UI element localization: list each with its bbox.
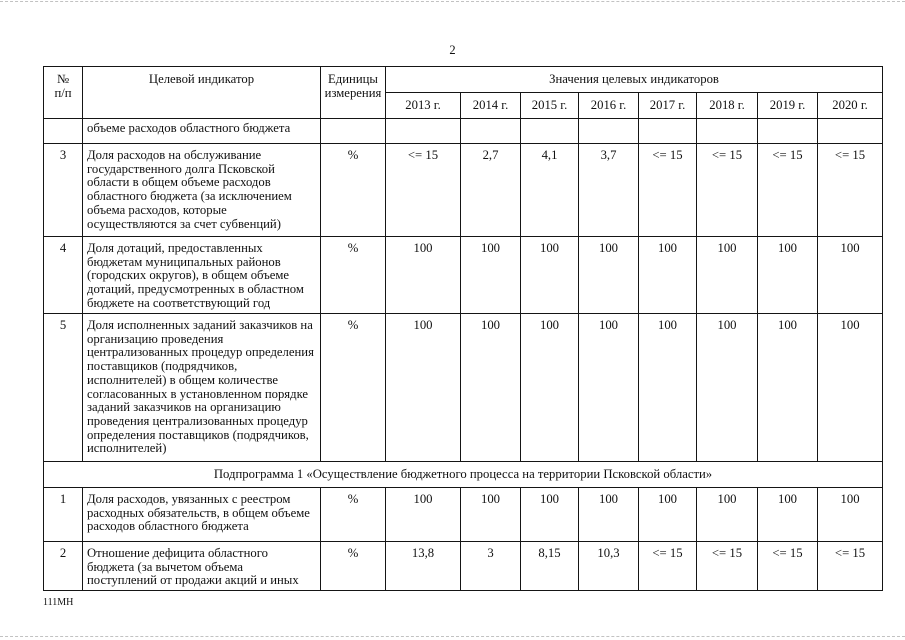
value-2018 — [697, 119, 758, 144]
document-code: 111МН — [43, 597, 74, 608]
year-header-2013: 2013 г. — [386, 93, 461, 119]
values-group-header: Значения целевых индикаторов — [386, 67, 883, 93]
unit-cell: % — [321, 144, 386, 237]
value-2020: <= 15 — [818, 542, 883, 591]
unit-header — [321, 67, 386, 119]
year-header-2014: 2014 г. — [461, 93, 521, 119]
value-2020 — [818, 119, 883, 144]
value-2019: <= 15 — [758, 542, 818, 591]
value-2016 — [579, 119, 639, 144]
value-2014 — [461, 119, 521, 144]
value-2017 — [639, 119, 697, 144]
value-2015 — [521, 119, 579, 144]
year-header-2015: 2015 г. — [521, 93, 579, 119]
number-header — [44, 67, 83, 119]
table-row — [44, 488, 883, 542]
header-row — [44, 67, 883, 93]
value-2015: 4,1 — [521, 144, 579, 237]
value-2019 — [758, 119, 818, 144]
value-2017: 100 — [639, 488, 697, 542]
value-2020: 100 — [818, 488, 883, 542]
value-2014: 2,7 — [461, 144, 521, 237]
value-2014: 100 — [461, 314, 521, 462]
unit-header-line1: Единицы — [328, 72, 378, 86]
value-2014: 100 — [461, 237, 521, 314]
scan-edge-top — [0, 1, 905, 2]
value-2016: 10,3 — [579, 542, 639, 591]
value-2015: 100 — [521, 314, 579, 462]
table-row — [44, 144, 883, 237]
unit-cell: % — [321, 314, 386, 462]
number-sign: № — [56, 72, 70, 86]
value-2018: 100 — [697, 314, 758, 462]
value-2020: <= 15 — [818, 144, 883, 237]
number-abbrev: п/п — [54, 85, 72, 100]
value-2013: 100 — [386, 488, 461, 542]
year-header-2016: 2016 г. — [579, 93, 639, 119]
value-2019: 100 — [758, 237, 818, 314]
subprogram-title: Подпрограмма 1 «Осуществление бюджетного процесса на территории Псковской области» — [44, 462, 883, 488]
year-header-2020: 2020 г. — [818, 93, 883, 119]
unit-cell: % — [321, 542, 386, 591]
year-header-2017: 2017 г. — [639, 93, 697, 119]
value-2016: 100 — [579, 314, 639, 462]
value-2019: 100 — [758, 314, 818, 462]
scan-edge-bottom — [0, 636, 905, 637]
indicator-header: Целевой индикатор — [83, 67, 321, 119]
value-2013: <= 15 — [386, 144, 461, 237]
value-2016: 100 — [579, 488, 639, 542]
target-indicators-table — [43, 66, 883, 591]
unit-cell: % — [321, 488, 386, 542]
row-number: 3 — [44, 144, 83, 237]
table-row — [44, 314, 883, 462]
value-2015: 8,15 — [521, 542, 579, 591]
value-2018: 100 — [697, 488, 758, 542]
year-header-2019: 2019 г. — [758, 93, 818, 119]
table-row — [44, 542, 883, 591]
value-2015: 100 — [521, 237, 579, 314]
indicator-text: Отношение дефицита областного бюджета (за вычетом объема поступлений от продажи акций и иных — [83, 542, 321, 591]
value-2017: <= 15 — [639, 542, 697, 591]
value-2014: 100 — [461, 488, 521, 542]
indicator-text: Доля расходов, увязанных с реестром расходных обязательств, в общем объеме расходов областного бюджета — [83, 488, 321, 542]
indicator-text: Доля исполненных заданий заказчиков на организацию проведения централизованных процедур определения поставщиков (подрядчиков, исполнителей) в общем количестве согласованных в установленном порядке заданий заказчиков на организацию проведения централизованных процедур определения поставщиков (подрядчиков, исполнителей) — [83, 314, 321, 462]
indicator-text: объеме расходов областного бюджета — [83, 119, 321, 144]
value-2014: 3 — [461, 542, 521, 591]
table-row — [44, 237, 883, 314]
value-2020: 100 — [818, 314, 883, 462]
row-number: 2 — [44, 542, 83, 591]
row-number — [44, 119, 83, 144]
value-2013: 100 — [386, 314, 461, 462]
row-number: 5 — [44, 314, 83, 462]
subprogram-row — [44, 462, 883, 488]
value-2017: 100 — [639, 314, 697, 462]
table-row-continued — [44, 119, 883, 144]
value-2015: 100 — [521, 488, 579, 542]
value-2019: <= 15 — [758, 144, 818, 237]
value-2013: 100 — [386, 237, 461, 314]
value-2019: 100 — [758, 488, 818, 542]
value-2013 — [386, 119, 461, 144]
page-number: 2 — [449, 43, 456, 57]
unit-cell: % — [321, 237, 386, 314]
value-2016: 100 — [579, 237, 639, 314]
value-2013: 13,8 — [386, 542, 461, 591]
value-2018: 100 — [697, 237, 758, 314]
row-number: 4 — [44, 237, 83, 314]
year-header-2018: 2018 г. — [697, 93, 758, 119]
unit-cell — [321, 119, 386, 144]
value-2020: 100 — [818, 237, 883, 314]
value-2016: 3,7 — [579, 144, 639, 237]
value-2018: <= 15 — [697, 144, 758, 237]
value-2017: <= 15 — [639, 144, 697, 237]
unit-header-line2: измерения — [324, 85, 382, 100]
indicator-text: Доля дотаций, предоставленных бюджетам муниципальных районов (городских округов), в общем объеме дотаций, предусмотренных в областном бюджете на соответствующий год — [83, 237, 321, 314]
value-2017: 100 — [639, 237, 697, 314]
indicator-text: Доля расходов на обслуживание государственного долга Псковской области в общем объеме расходов областного бюджета (за исключением объема расходов, которые осуществляются за счет субвенций) — [83, 144, 321, 237]
row-number: 1 — [44, 488, 83, 542]
value-2018: <= 15 — [697, 542, 758, 591]
